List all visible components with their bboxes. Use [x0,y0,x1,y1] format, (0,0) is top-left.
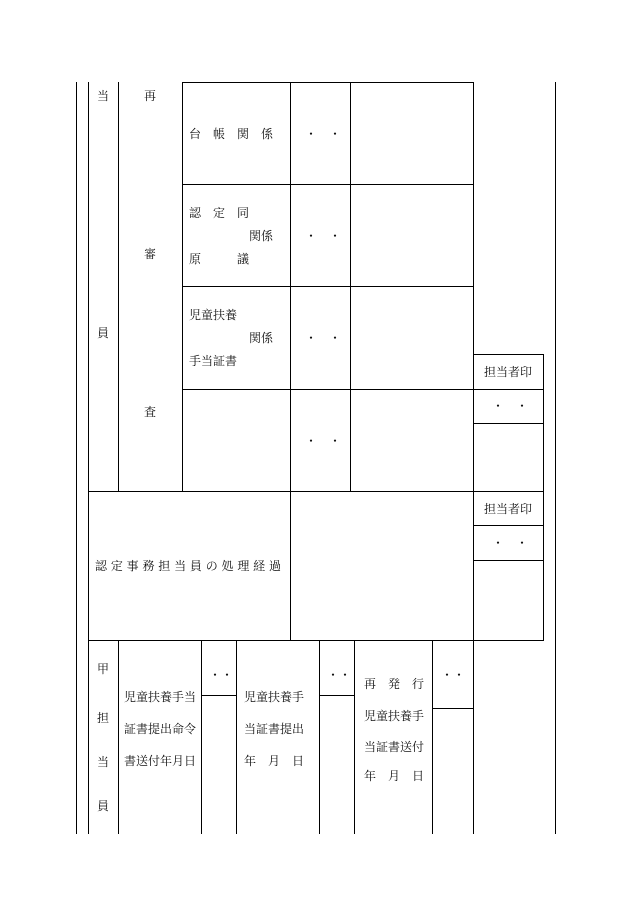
sec3-label-right-line [118,640,119,834]
review-right-line [182,82,183,492]
stamp2-mid-line [473,525,544,526]
col2-line2: 当証書提出 [244,722,305,736]
row1-date: ・ ・ [305,127,342,141]
outer-right-line [555,82,556,834]
stamp2-label: 担当者印 [484,502,533,516]
sec3-col3-right-line [432,640,433,834]
col3-line1: 再 発 行 [364,677,425,691]
review-left-line [118,82,119,492]
left-label-char-2: 員 [97,326,110,340]
stamp1-label: 担当者印 [484,365,533,379]
officer-label-char-1: 甲 [97,662,110,676]
officer-label-char-3: 当 [97,755,110,769]
stamp1-mid-line [473,389,544,390]
col3-line3: 当証書送付 [364,740,425,754]
row4-date: ・ ・ [305,434,342,448]
review-label-char-3: 査 [144,405,157,419]
row2-label-line1: 認 定 同 [189,206,250,220]
stamp2-date: ・ ・ [492,536,529,550]
col2-line3: 年 月 日 [244,754,305,768]
row3-label-line2: 関係 [249,331,274,345]
processing-history-label: 認 定 事 務 担 当 員 の 処 理 経 過 [95,559,281,573]
col2-line1: 児童扶養手 [244,690,305,704]
row3-label-line3: 手当証書 [189,354,238,368]
row3-label-line1: 児童扶養 [189,308,238,322]
stamp1-right-line [543,354,544,492]
section2-label-right-line [290,491,291,640]
stamp1-date-line [473,423,544,424]
col2-date: ・・ [327,668,352,682]
col1-date: ・・ [209,668,234,682]
stamp1-top-line [473,354,544,355]
row3-bottom-line [182,389,474,390]
officer-label-char-2: 担 [97,711,110,725]
officer-label-char-4: 員 [97,799,110,813]
col3-line2: 児童扶養手 [364,709,425,723]
col1-line1: 児童扶養手当 [124,690,197,704]
stamp2-right-line [543,491,544,640]
stamp1-date: ・ ・ [492,399,529,413]
sec3-col2-date-right-line [354,640,355,834]
row1-label: 台 帳 関 係 [189,127,274,141]
row2-date: ・ ・ [305,229,342,243]
sec3-col2-right-line [319,640,320,834]
row2-label-line3: 原 議 [189,252,250,266]
section2-note-right-line [473,491,474,640]
sec3-col2-date-line [319,695,355,696]
col1-line3: 書送付年月日 [124,754,197,768]
row1-bottom-line [182,184,474,185]
review-label-char-2: 審 [144,247,157,261]
section3-top-line [88,640,544,641]
sec3-col3-date-right-line [473,640,474,834]
date-col-left-line [290,82,291,492]
date-col-right-line [350,82,351,492]
sec3-col3-date-line [432,708,474,709]
review-label-char-1: 再 [144,89,157,103]
outer-left-line [76,82,77,834]
section2-top-line [88,491,544,492]
note-col-right-line [473,82,474,492]
sec3-col1-date-line [201,695,237,696]
row3-date: ・ ・ [305,331,342,345]
col3-date: ・・ [441,668,466,682]
row1-top-line [182,82,474,83]
row2-bottom-line [182,286,474,287]
stamp2-date-line [473,560,544,561]
col3-line4: 年 月 日 [364,769,425,783]
col1-line2: 証書提出命令 [124,722,197,736]
outer-left-inner-line [88,82,89,834]
left-label-char-1: 当 [97,89,110,103]
sec3-col1-right-line [201,640,202,834]
sec3-col1-date-right-line [236,640,237,834]
row2-label-line2: 関係 [249,229,274,243]
